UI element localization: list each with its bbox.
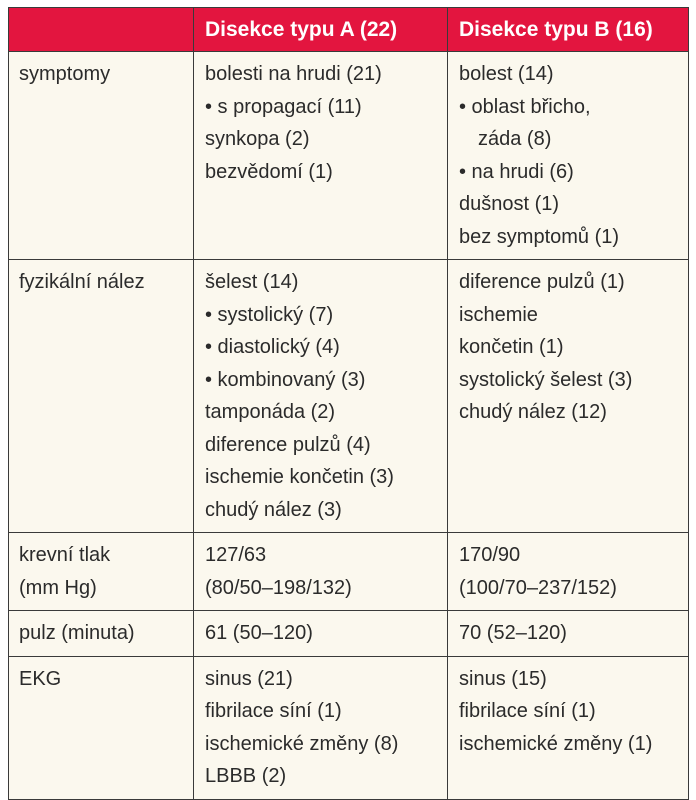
type-b-cell [448, 656, 689, 799]
row-label-line: symptomy [19, 63, 111, 85]
row-label [9, 611, 194, 657]
dissection-table [8, 7, 689, 800]
row-label-line: (mm Hg) [19, 576, 97, 599]
cell-line: ischemické změny (1) [459, 732, 653, 755]
type-a-cell [194, 260, 448, 533]
cell-line: diference pulzů (4) [205, 433, 371, 456]
row-label [9, 656, 194, 799]
row-label-line: EKG [19, 667, 62, 690]
cell-line: • diastolický (4) [205, 336, 340, 358]
cell-line: • s propagací (11) [205, 95, 362, 118]
header-type-a: Disekce typu A (22) [194, 8, 448, 52]
cell-line: fibrilace síní (1) [205, 700, 342, 722]
cell-line: • na hrudi (6) [459, 160, 574, 183]
cell-line: záda (8) [478, 128, 552, 150]
cell-line: (80/50–198/132) [205, 576, 352, 599]
cell-line: fibrilace síní (1) [459, 700, 596, 722]
cell-line: bezvědomí (1) [205, 160, 333, 183]
cell-line: 127/63 [205, 544, 267, 566]
header-empty-cell [9, 8, 194, 52]
type-a-cell [194, 533, 448, 611]
cell-line: LBBB (2) [205, 765, 287, 787]
type-b-cell [448, 611, 689, 657]
row-label-line: fyzikální nález [19, 271, 145, 293]
cell-line: systolický šelest (3) [459, 368, 633, 391]
type-b-cell [448, 52, 689, 260]
row-label [9, 260, 194, 533]
table-row [9, 656, 689, 799]
cell-line: • systolický (7) [205, 303, 334, 326]
cell-line: 70 (52–120) [459, 622, 567, 644]
type-b-cell [448, 533, 689, 611]
table-row [9, 260, 689, 533]
cell-line: šelest (14) [205, 271, 299, 293]
cell-line: dušnost (1) [459, 193, 560, 215]
cell-line: • oblast břicho, [459, 95, 591, 118]
cell-line: synkopa (2) [205, 128, 310, 150]
cell-line: tamponáda (2) [205, 401, 336, 423]
row-label-line: pulz (minuta) [19, 622, 135, 644]
cell-line: bolesti na hrudi (21) [205, 63, 382, 85]
row-label [9, 533, 194, 611]
cell-line: bolest (14) [459, 63, 554, 85]
cell-line: končetin (1) [459, 336, 564, 358]
cell-line: 170/90 [459, 544, 521, 566]
cell-line: chudý nález (12) [459, 401, 607, 423]
cell-line: sinus (15) [459, 667, 547, 690]
table-row [9, 52, 689, 260]
cell-line: • kombinovaný (3) [205, 368, 366, 391]
table-row [9, 533, 689, 611]
row-label [9, 52, 194, 260]
cell-line: ischemie končetin (3) [205, 466, 394, 488]
cell-line: sinus (21) [205, 667, 293, 690]
cell-line: (100/70–237/152) [459, 576, 617, 599]
cell-line: ischemie [459, 303, 538, 326]
header-type-b: Disekce typu B (16) [448, 8, 689, 52]
table-row [9, 611, 689, 657]
header-row [9, 8, 689, 52]
cell-line: 61 (50–120) [205, 622, 313, 644]
cell-line: chudý nález (3) [205, 498, 342, 521]
type-a-cell [194, 52, 448, 260]
cell-line: ischemické změny (8) [205, 732, 399, 755]
type-a-cell [194, 611, 448, 657]
type-a-cell [194, 656, 448, 799]
cell-line: diference pulzů (1) [459, 271, 625, 293]
cell-line: bez symptomů (1) [459, 225, 620, 248]
type-b-cell [448, 260, 689, 533]
row-label-line: krevní tlak [19, 544, 111, 566]
